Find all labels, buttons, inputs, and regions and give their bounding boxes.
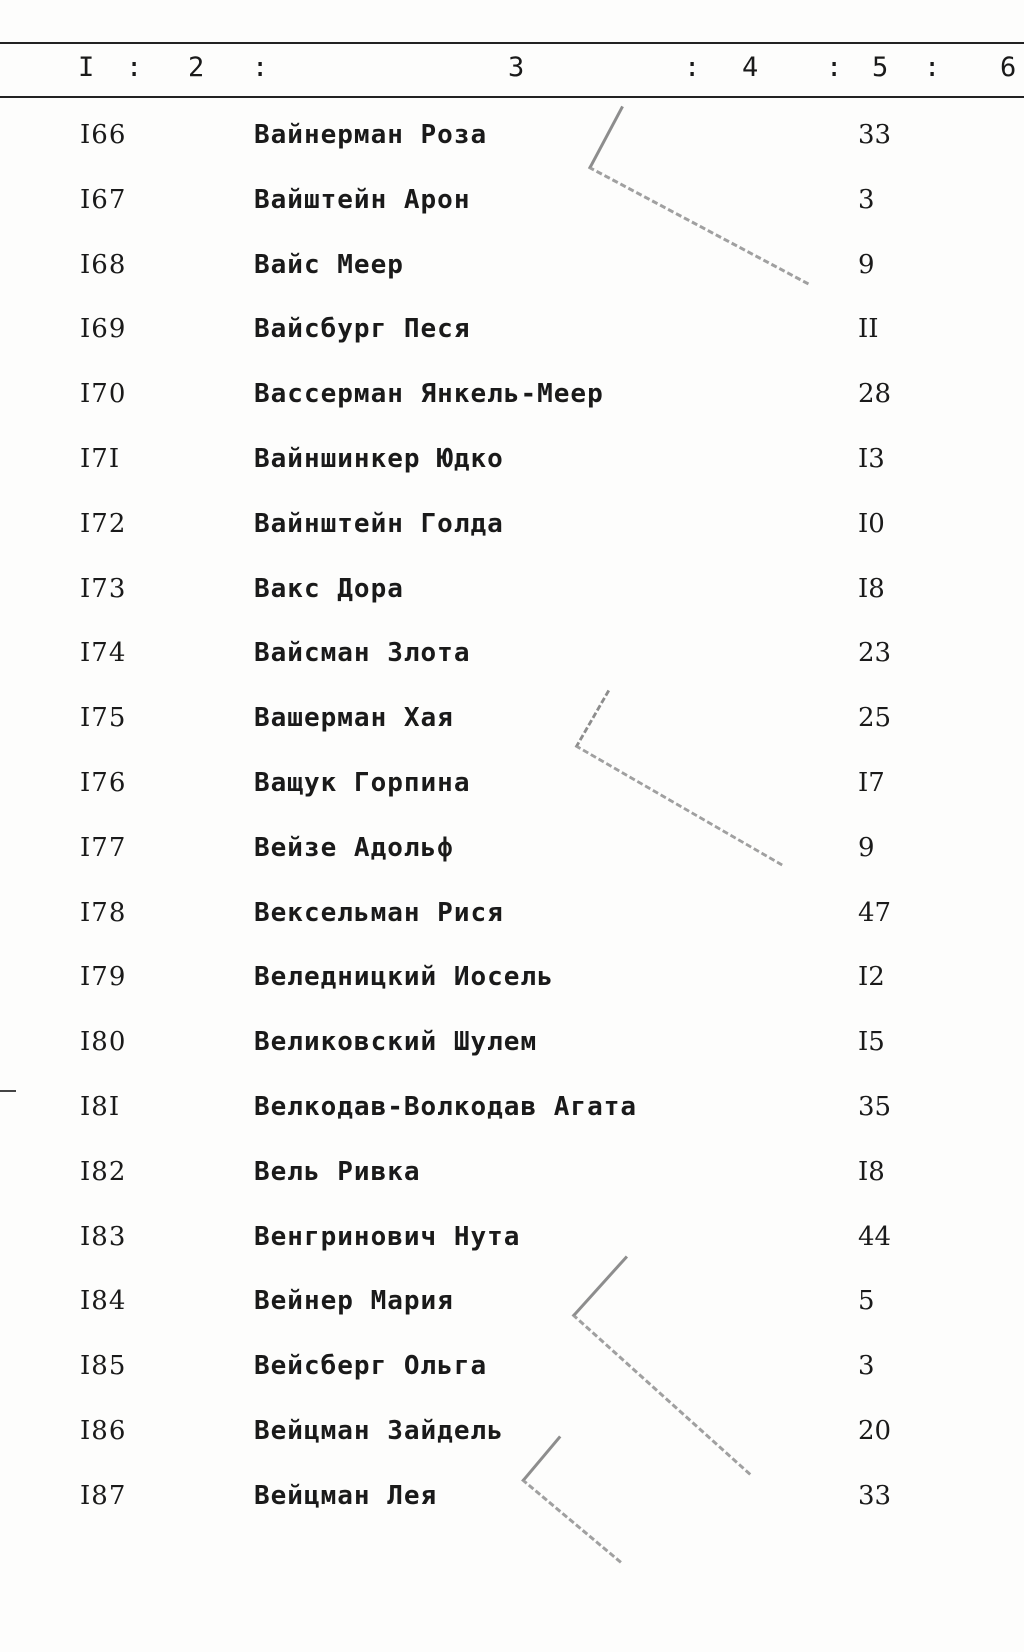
row-number: I86 xyxy=(80,1415,127,1446)
record-list xyxy=(0,112,1024,1538)
row-number: I77 xyxy=(80,832,127,863)
person-name: Велкодав-Волкодав Агата xyxy=(254,1091,638,1122)
row-count: 33 xyxy=(858,120,892,150)
row-number: I70 xyxy=(80,379,127,410)
person-name: Вейцман Лея xyxy=(254,1480,438,1511)
row-number: I83 xyxy=(80,1221,127,1252)
row-count: 33 xyxy=(858,1480,892,1511)
person-name: Вейзе Адольф xyxy=(254,832,454,863)
person-name: Ващук Горпина xyxy=(254,767,471,798)
margin-tick-mark xyxy=(0,1090,16,1092)
column-separator: : xyxy=(252,52,269,83)
row-number: I79 xyxy=(80,962,127,993)
table-row xyxy=(0,242,1024,307)
table-row xyxy=(0,1149,1024,1214)
column-separator: : xyxy=(924,52,941,83)
row-number: I75 xyxy=(80,703,127,734)
row-count: I5 xyxy=(858,1027,885,1058)
row-number: I73 xyxy=(80,573,127,604)
row-count: I0 xyxy=(858,508,885,539)
row-count: 20 xyxy=(858,1415,892,1446)
person-name: Вель Ривка xyxy=(254,1156,421,1187)
table-row xyxy=(0,177,1024,242)
table-row xyxy=(0,1019,1024,1084)
row-number: I8I xyxy=(80,1091,121,1122)
row-count: 3 xyxy=(858,184,875,215)
column-header-row xyxy=(0,48,1024,92)
person-name: Вашерман Хая xyxy=(254,703,454,734)
person-name: Вайсбург Песя xyxy=(254,314,471,345)
table-row xyxy=(0,501,1024,566)
column-separator: : xyxy=(684,52,701,83)
header-bottom-rule xyxy=(0,96,1024,98)
column-separator: : xyxy=(126,52,143,83)
row-count: I8 xyxy=(858,573,885,604)
person-name: Вайсман Злота xyxy=(254,638,471,669)
person-name: Вайнштейн Голда xyxy=(254,508,504,539)
row-number: I84 xyxy=(80,1286,127,1317)
row-number: I74 xyxy=(80,638,127,669)
column-header-3: 3 xyxy=(508,52,525,83)
row-count: 25 xyxy=(858,703,892,734)
table-row xyxy=(0,371,1024,436)
row-number: I7I xyxy=(80,443,121,474)
person-name: Вассерман Янкель-Меер xyxy=(254,379,604,410)
column-header-5: 5 xyxy=(872,52,889,83)
table-row xyxy=(0,306,1024,371)
row-count: 28 xyxy=(858,379,892,410)
person-name: Вейцман Зайдель xyxy=(254,1415,504,1446)
table-row xyxy=(0,695,1024,760)
person-name: Вайс Меер xyxy=(254,249,404,280)
table-row xyxy=(0,1343,1024,1408)
table-row xyxy=(0,954,1024,1019)
row-count: I2 xyxy=(858,962,885,993)
row-number: I80 xyxy=(80,1027,127,1058)
person-name: Вакс Дора xyxy=(254,573,404,604)
person-name: Вайншинкер Юдко xyxy=(254,443,504,474)
row-number: I66 xyxy=(80,120,127,150)
row-count: II xyxy=(858,314,879,345)
table-row xyxy=(0,566,1024,631)
row-count: 47 xyxy=(858,897,892,928)
person-name: Венгринович Нута xyxy=(254,1221,521,1252)
row-count: I7 xyxy=(858,767,885,798)
column-header-6: 6 xyxy=(1000,52,1017,83)
row-number: I68 xyxy=(80,249,127,280)
person-name: Веледницкий Иосель xyxy=(254,962,554,993)
header-top-rule xyxy=(0,42,1024,44)
column-header-4: 4 xyxy=(742,52,759,83)
person-name: Вексельман Рися xyxy=(254,897,504,928)
person-name: Великовский Шулем xyxy=(254,1027,538,1058)
table-row xyxy=(0,1084,1024,1149)
table-row xyxy=(0,890,1024,955)
person-name: Вейнер Мария xyxy=(254,1286,454,1317)
table-row xyxy=(0,1473,1024,1538)
row-number: I87 xyxy=(80,1480,127,1511)
column-header-1: I xyxy=(78,52,95,83)
person-name: Вайнерман Роза xyxy=(254,120,488,150)
person-name: Вайштейн Арон xyxy=(254,184,471,215)
column-separator: : xyxy=(826,52,843,83)
row-count: I8 xyxy=(858,1156,885,1187)
row-count: 9 xyxy=(858,832,875,863)
person-name: Вейсберг Ольга xyxy=(254,1351,488,1382)
row-count: I3 xyxy=(858,443,885,474)
row-number: I72 xyxy=(80,508,127,539)
row-count: 3 xyxy=(858,1351,875,1382)
row-number: I82 xyxy=(80,1156,127,1187)
column-header-2: 2 xyxy=(188,52,205,83)
row-number: I69 xyxy=(80,314,127,345)
row-number: I76 xyxy=(80,767,127,798)
row-number: I67 xyxy=(80,184,127,215)
table-row xyxy=(0,630,1024,695)
table-row xyxy=(0,112,1024,177)
table-row xyxy=(0,1278,1024,1343)
table-row xyxy=(0,1408,1024,1473)
row-count: 44 xyxy=(858,1221,892,1252)
row-count: 35 xyxy=(858,1091,892,1122)
table-row xyxy=(0,760,1024,825)
table-row xyxy=(0,436,1024,501)
table-row xyxy=(0,1214,1024,1279)
row-count: 5 xyxy=(858,1286,875,1317)
row-number: I85 xyxy=(80,1351,127,1382)
row-number: I78 xyxy=(80,897,127,928)
row-count: 9 xyxy=(858,249,875,280)
table-row xyxy=(0,825,1024,890)
row-count: 23 xyxy=(858,638,892,669)
